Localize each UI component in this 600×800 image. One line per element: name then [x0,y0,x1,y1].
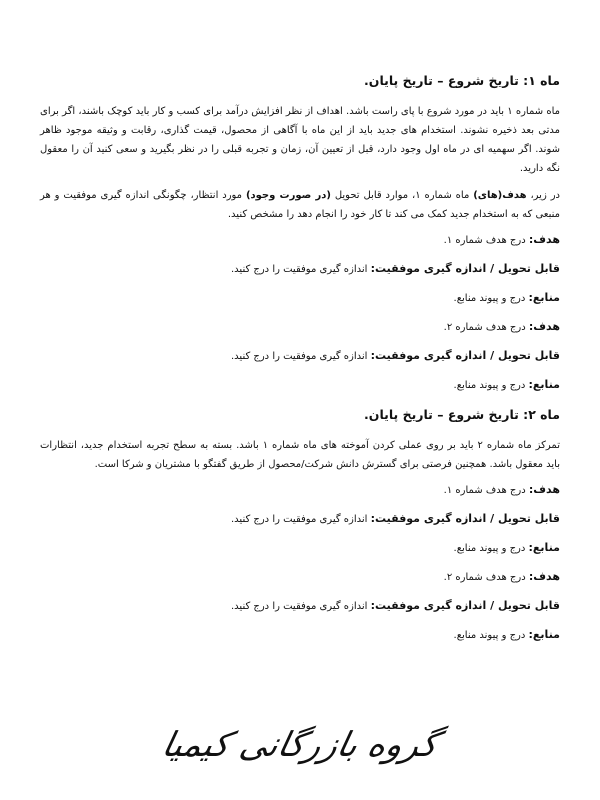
item-label: هدف: [528,233,560,246]
item-label: قابل تحویل / اندازه گیری موفقیت: [370,599,560,612]
month2-resources-2 [40,627,560,644]
month2-goal-2 [40,569,560,586]
month1-intro-paragraph: ماه شماره ۱ باید در مورد شروع با پای راست باشد. اهداف از نظر افزایش درآمد برای کسب و کار باید کوچک باشند، اگر برای مدتی بعد ذخیره نشوند. استخدام های جدید باید از این ماه با آگاهی از محصول، قیمت گذاری، رقابت و وثیقه موجود ظاهر شوند. اگر سهمیه ای در ماه اول وجود دارد، قبل از تعیین آن، زمان و تجربه قبلی را در نظر بگیرید و سعی کنید آن را معقول نگه دارید. [40,106,560,174]
month1-instructions-if-any: (در صورت وجود) [245,190,331,201]
item-label: منابع: [528,628,560,641]
month1-goal-2 [40,319,560,336]
month1-deliverable-2 [40,348,560,365]
item-label: قابل تحویل / اندازه گیری موفقیت: [370,512,560,525]
month2-deliverable-1 [40,511,560,528]
item-label: منابع: [528,541,560,554]
month1-goal-1 [40,232,560,249]
month1-instructions-paragraph [40,186,560,224]
month1-instructions-goals: هدف(های) [473,190,527,201]
item-text: اندازه گیری موفقیت را درج کنید. [231,514,371,525]
month1-resources-1 [40,290,560,307]
item-text: درج و پیوند منابع. [453,543,529,554]
month1-instructions-part-c: ماه شماره ۱، موارد قابل تحویل [330,190,474,201]
item-text: اندازه گیری موفقیت را درج کنید. [231,264,371,275]
month2-deliverable-2 [40,598,560,615]
item-text: درج و پیوند منابع. [453,630,529,641]
item-label: منابع: [528,378,560,391]
item-text: درج هدف شماره ۱. [443,235,529,246]
item-text: درج و پیوند منابع. [453,293,529,304]
item-label: قابل تحویل / اندازه گیری موفقیت: [370,349,560,362]
month1-instructions-part-a: در زیر، [526,190,560,201]
item-text: درج هدف شماره ۲. [443,322,529,333]
item-label: هدف: [528,320,560,333]
month1-instructions-part-e: مورد انتظار، چگونگی اندازه گیری موفقیت و هر منبعی که به استخدام جدید کمک می کند تا کار خود را انجام دهد را مشخص کنید. [40,190,560,220]
item-label: قابل تحویل / اندازه گیری موفقیت: [370,262,560,275]
item-text: درج و پیوند منابع. [453,380,529,391]
item-label: هدف: [528,570,560,583]
item-text: اندازه گیری موفقیت را درج کنید. [231,351,371,362]
month1-deliverable-1 [40,261,560,278]
month1-heading: ماه ۱: تاریخ شروع – تاریخ پایان. [364,73,560,88]
month2-intro-paragraph: تمرکز ماه شماره ۲ باید بر روی عملی کردن آموخته های ماه شماره ۱ باشد. بسته به سطح تجربه استخدام جدید، انتظارات باید معقول باشد. همچنین فرصتی برای گسترش دانش شرکت/محصول از طریق گفتگو با مشتریان و شرکا است. [40,440,560,470]
month1-resources-2 [40,377,560,394]
month2-heading: ماه ۲: تاریخ شروع – تاریخ پایان. [364,407,560,422]
item-text: درج هدف شماره ۲. [443,572,529,583]
item-text: درج هدف شماره ۱. [443,485,529,496]
item-label: منابع: [528,291,560,304]
month2-resources-1 [40,540,560,557]
item-text: اندازه گیری موفقیت را درج کنید. [231,601,371,612]
signature-logo: گروه بازرگانی کیمیا [158,725,442,765]
item-label: هدف: [528,483,560,496]
month2-goal-1 [40,482,560,499]
